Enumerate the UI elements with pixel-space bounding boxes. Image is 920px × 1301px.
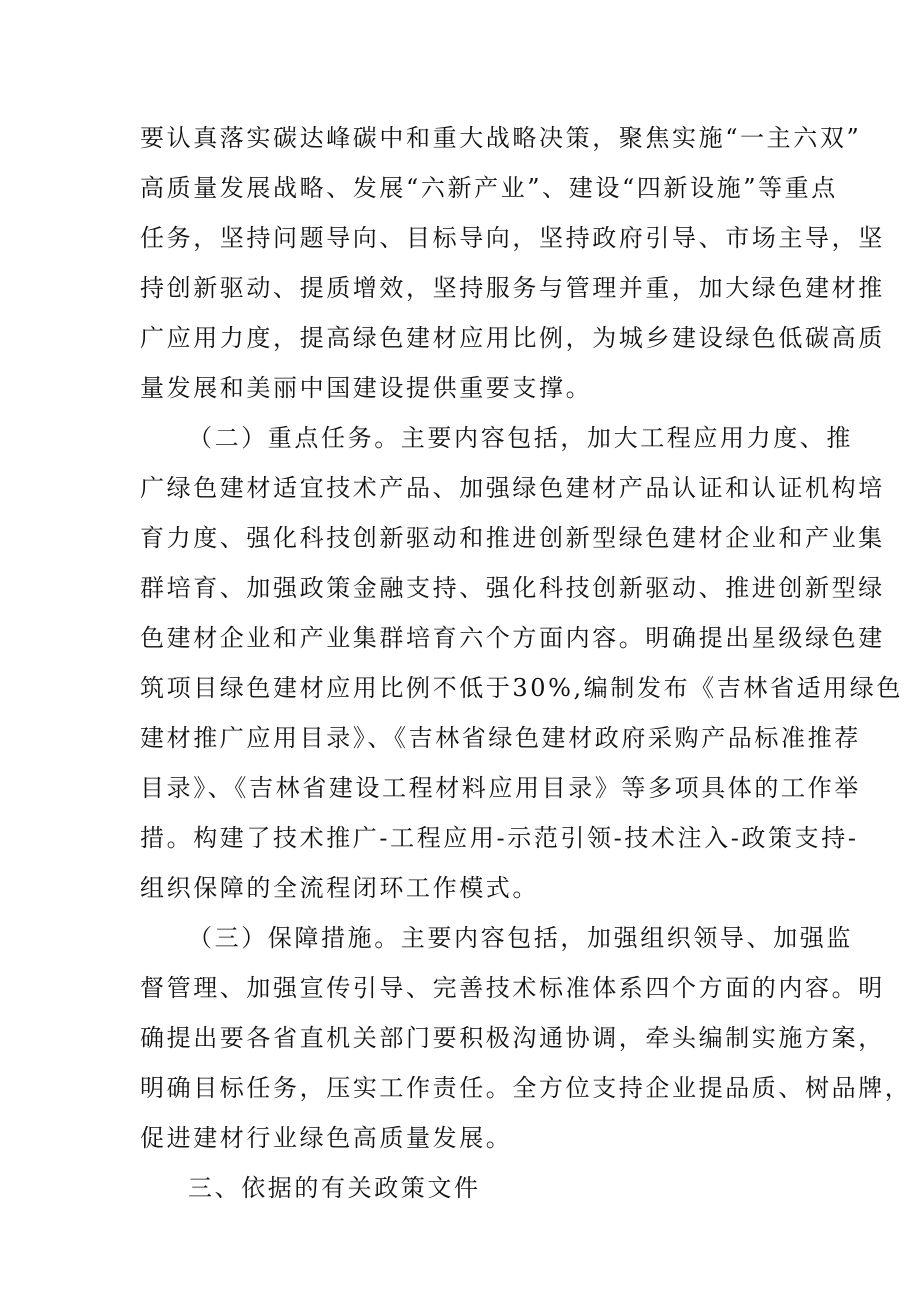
paragraph-1-line-4: 持创新驱动、提质增效，坚持服务与管理并重，加大绿色建材推 <box>140 274 885 302</box>
section-2-line-6: 筑项目绿色建材应用比例不低于30%,编制发布《吉林省适用绿色 <box>140 674 903 702</box>
section-3-line-4: 明确目标任务，压实工作责任。全方位支持企业提品质、树品牌， <box>140 1074 912 1102</box>
section-2-line-3: 育力度、强化科技创新驱动和推进创新型绿色建材企业和产业集 <box>140 524 885 552</box>
section-2-line-7: 建材推广应用目录》、《吉林省绿色建材政府采购产品标准推荐 <box>140 724 861 752</box>
paragraph-1-line-3: 任务，坚持问题导向、目标导向，坚持政府引导、市场主导，坚 <box>140 224 885 252</box>
paragraph-1-line-6: 量发展和美丽中国建设提供重要支撑。 <box>140 374 593 402</box>
section-3-line-5: 促进建材行业绿色高质量发展。 <box>140 1124 513 1152</box>
paragraph-1-line-2: 高质量发展战略、发展“六新产业”、建设“四新设施”等重点 <box>140 174 838 202</box>
section-2-line-10: 组织保障的全流程闭环工作模式。 <box>140 874 539 902</box>
section-3-line-2: 督管理、加强宣传引导、完善技术标准体系四个方面的内容。明 <box>140 974 885 1002</box>
paragraph-1-line-5: 广应用力度，提高绿色建材应用比例，为城乡建设绿色低碳高质 <box>140 324 885 352</box>
section-2-line-5: 色建材企业和产业集群培育六个方面内容。明确提出星级绿色建 <box>140 624 885 652</box>
section-2-line-1: （二）重点任务。主要内容包括，加大工程应用力度、推 <box>188 424 853 452</box>
section-3-line-3: 确提出要各省直机关部门要积极沟通协调，牵头编制实施方案， <box>140 1024 885 1052</box>
section-2-line-2: 广绿色建材适宜技术产品、加强绿色建材产品认证和认证机构培 <box>140 474 885 502</box>
section-2-line-4: 群培育、加强政策金融支持、强化科技创新驱动、推进创新型绿 <box>140 574 885 602</box>
heading-policy-documents: 三、依据的有关政策文件 <box>188 1174 481 1202</box>
section-2-line-8: 目录》、《吉林省建设工程材料应用目录》等多项具体的工作举 <box>140 774 861 802</box>
section-3-line-1: （三）保障措施。主要内容包括，加强组织领导、加强监 <box>188 924 853 952</box>
section-2-line-9: 措。构建了技术推广-工程应用-示范引领-技术注入-政策支持- <box>140 824 859 852</box>
paragraph-1-line-1: 要认真落实碳达峰碳中和重大战略决策，聚焦实施“一主六双” <box>140 124 862 152</box>
